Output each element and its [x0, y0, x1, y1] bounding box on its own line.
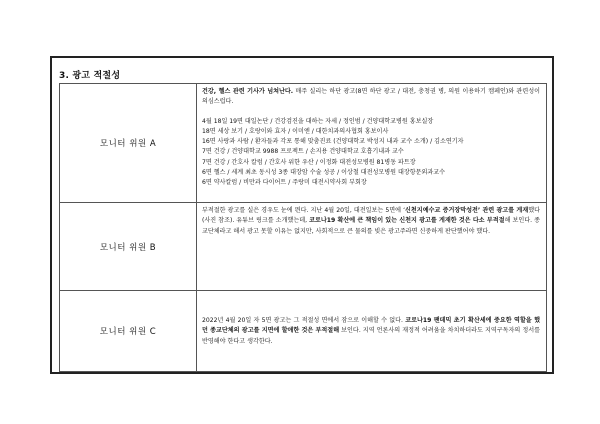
- table-row: [60, 84, 547, 203]
- comment-text: 보인다. 지역 언론사의 재정적 어려움을 차치하더라도 지역구독자의 정서를 반영해야 한다고 생각한다.: [202, 327, 540, 345]
- monitor-label: 모니터 위원 B: [60, 203, 197, 291]
- comment-paragraph: [202, 87, 540, 108]
- monitor-label: 모니터 위원 A: [60, 84, 197, 203]
- emphasis-text: 건강, 헬스 관련 기사가 넘쳐난다.: [202, 88, 294, 95]
- emphasis-text: 코로나19 확산에 큰 책임이 있는 신천지 광고를 게재한 것은 다소 부적절: [309, 217, 505, 225]
- comment-text: 2022년 4월 20일 자 5면 광고는 그 적절성 면에서 잠으로 이해할 수 없다.: [202, 317, 406, 325]
- table-row: [60, 203, 547, 291]
- article-line: 6면 헬스 / 세계 최초 동시성 3종 대장암 수술 성공 / 이상철 대전성모병원 대장항문외과교수: [202, 169, 446, 177]
- comment-paragraph: [202, 206, 540, 237]
- article-line: 6면 약사칼럼 / 비만과 다이어트 / 주랑미 대전시약사회 부회장: [202, 179, 367, 187]
- comment-text: 해 보인다. 종교단체라고 해서 광고 못할 이유는 없지만, 사회적으로 큰 물의를 빚은 광고주라면 신중하게 판단했어야 했다.: [202, 217, 540, 235]
- article-line: 4월 18일 19면 대일논단 / 건강검진을 대하는 자세 / 정인범 / 건양대학교병원 홍보실장: [202, 117, 434, 125]
- emphasis-text: 코로나19 팬데믹 초기 확산세에 중요한 역할을 했던 종교단체의 광고를 지면에 할애한 것은 부적절해: [202, 317, 540, 335]
- table-row: [60, 291, 547, 372]
- monitor-label: 모니터 위원 C: [60, 291, 197, 372]
- monitor-comment: [197, 84, 547, 203]
- article-line: 16면 사랑과 사람 / 환자들과 각포 통해 맞춤진료 (건양대학교 박성지 내과 교수 소개) / 김소연기자: [202, 138, 464, 146]
- comment-text: 했다(사진 참조). 유튜브 링크를 소개했는데,: [202, 207, 540, 225]
- monitor-comment: [197, 203, 547, 291]
- monitor-comment: [197, 291, 547, 372]
- comment-text: 부적절한 광고를 실은 경우도 눈에 띈다. 지난 4월 20일, 대전일보는 5면에 ‘: [202, 207, 406, 214]
- article-line: 7면 건강 / 간호사 칼럼 / 간호사 위한 우산 / 이정화 대전성모병원 81병동 파트장: [202, 158, 416, 166]
- monitor-evaluation-table: [59, 83, 547, 372]
- article-line: 18면 세상 보기 / 호랑이와 효자 / 이미엔 / 대한치과의사협회 홍보이사: [202, 127, 389, 135]
- article-line: 7면 건강 / 건양대학교 9988 프로젝트 / 손지용 건양대학교 호흡기내과 교수: [202, 148, 404, 156]
- comment-paragraph: [202, 316, 540, 347]
- section-title: 3. 광고 적절성: [59, 71, 121, 81]
- comment-text: 매주 실리는 하단 광고(8면 하단 광고 / 대전, 충청권 병, 의원 이용하기 캠페인)와 관련성이 의심스럽다.: [202, 88, 540, 106]
- emphasis-text: 신천지예수교 증거장막성전’ 관련 광고를 게재: [405, 207, 529, 214]
